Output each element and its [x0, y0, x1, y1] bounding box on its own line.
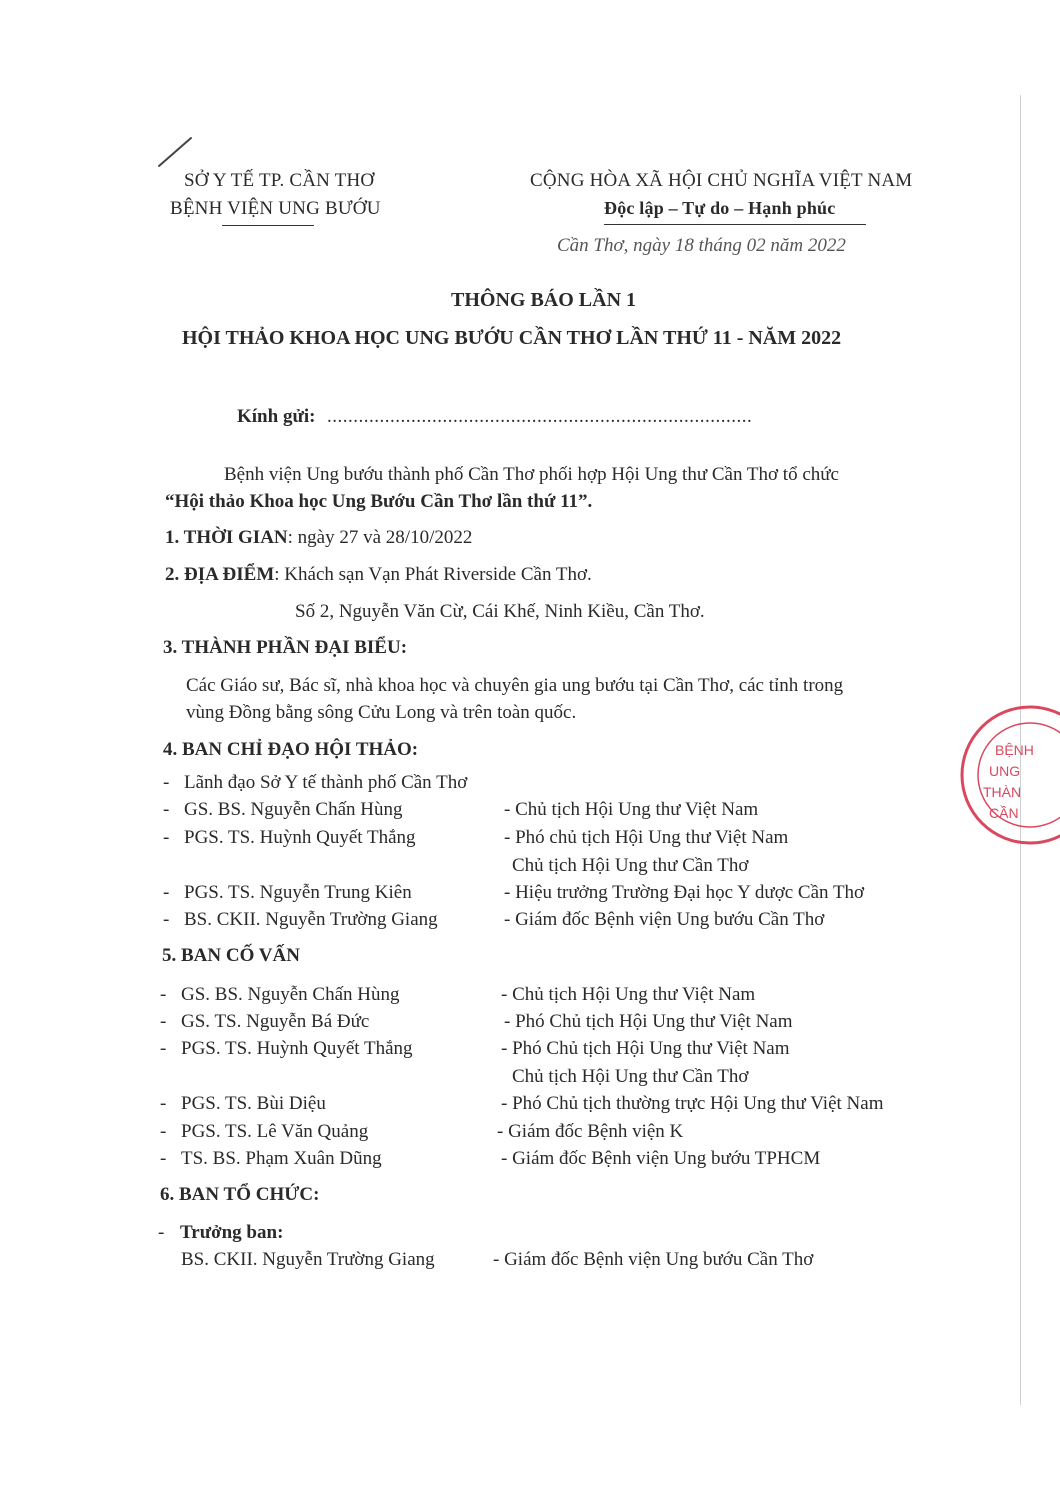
intro-line-1: Bệnh viện Ung bướu thành phố Cần Thơ phối hợp Hội Ung thư Cần Thơ tổ chức	[224, 464, 839, 485]
seal-text-3: THÀN	[983, 784, 1022, 800]
advisor-name-2: GS. TS. Nguyễn Bá Đức	[181, 1011, 370, 1032]
advisor-name-3: PGS. TS. Huỳnh Quyết Thắng	[181, 1038, 413, 1059]
seal-text-4: CẦN	[989, 805, 1019, 821]
steering-role-4: - Giám đốc Bệnh viện Ung bướu Cần Thơ	[504, 909, 825, 930]
steering-name-1: GS. BS. Nguyễn Chấn Hùng	[184, 799, 403, 820]
list-dash: -	[163, 909, 170, 930]
seal-text-2: UNG	[989, 763, 1021, 779]
steering-role-2b: Chủ tịch Hội Ung thư Cần Thơ	[512, 855, 749, 876]
hospital-underline	[222, 225, 314, 226]
list-dash: -	[163, 882, 170, 903]
steering-role-1: - Chủ tịch Hội Ung thư Việt Nam	[504, 799, 759, 820]
steering-name-2: PGS. TS. Huỳnh Quyết Thắng	[184, 827, 416, 848]
list-dash: -	[158, 1222, 165, 1243]
section-time-label: 1. THỜI GIAN	[165, 527, 288, 548]
section-attendees-label: 3. THÀNH PHẦN ĐẠI BIỂU:	[163, 637, 408, 658]
section-steering-label: 4. BAN CHỈ ĐẠO HỘI THẢO:	[163, 739, 419, 760]
motto: Độc lập – Tự do – Hạnh phúc	[604, 198, 836, 218]
section-time-value: : ngày 27 và 28/10/2022	[287, 527, 473, 548]
advisor-role-3b: Chủ tịch Hội Ung thư Cần Thơ	[512, 1066, 749, 1087]
section-organizing-label: 6. BAN TỔ CHỨC:	[160, 1184, 320, 1205]
official-seal	[945, 700, 1060, 850]
advisor-role-1: - Chủ tịch Hội Ung thư Việt Nam	[501, 984, 756, 1005]
list-dash: -	[160, 1148, 167, 1169]
steering-name-0: Lãnh đạo Sở Y tế thành phố Cần Thơ	[184, 772, 468, 793]
advisor-role-4: - Phó Chủ tịch thường trực Hội Ung thư Việt Nam	[501, 1093, 884, 1114]
section-venue-label: 2. ĐỊA ĐIỂM	[165, 564, 275, 585]
conference-title: HỘI THẢO KHOA HỌC UNG BƯỚU CẦN THƠ LẦN THỨ 11 - NĂM 2022	[182, 327, 842, 349]
section-venue-value: : Khách sạn Vạn Phát Riverside Cần Thơ.	[274, 564, 592, 585]
advisor-name-5: PGS. TS. Lê Văn Quảng	[181, 1121, 369, 1142]
section-venue	[165, 564, 592, 586]
advisor-name-1: GS. BS. Nguyễn Chấn Hùng	[181, 984, 400, 1005]
advisor-role-5: - Giám đốc Bệnh viện K	[497, 1121, 684, 1142]
attendees-line-2: vùng Đồng bằng sông Cửu Long và trên toàn quốc.	[186, 702, 577, 723]
agency-name: SỞ Y TẾ TP. CẦN THƠ	[184, 170, 375, 191]
attendees-line-1: Các Giáo sư, Bác sĩ, nhà khoa học và chuyên gia ung bướu tại Cần Thơ, các tỉnh trong	[186, 675, 844, 696]
venue-address: Số 2, Nguyễn Văn Cừ, Cái Khế, Ninh Kiều, Cần Thơ.	[295, 601, 705, 622]
advisor-role-3: - Phó Chủ tịch Hội Ung thư Việt Nam	[501, 1038, 790, 1059]
seal-text-1: BỆNH	[995, 742, 1034, 758]
list-dash: -	[160, 1121, 167, 1142]
advisor-name-4: PGS. TS. Bùi Diệu	[181, 1093, 326, 1114]
motto-underline	[604, 224, 866, 225]
nation-name: CỘNG HÒA XÃ HỘI CHỦ NGHĨA VIỆT NAM	[530, 170, 913, 191]
list-dash: -	[163, 827, 170, 848]
organizing-role-1: - Giám đốc Bệnh viện Ung bướu Cần Thơ	[493, 1249, 814, 1270]
intro-line-2: “Hội thảo Khoa học Ung Bướu Cần Thơ lần thứ 11”.	[165, 491, 593, 512]
list-dash: -	[160, 1038, 167, 1059]
steering-name-3: PGS. TS. Nguyễn Trung Kiên	[184, 882, 412, 903]
section-advisory-label: 5. BAN CỐ VẤN	[162, 945, 300, 966]
list-dash: -	[160, 1093, 167, 1114]
list-dash: -	[163, 799, 170, 820]
hospital-name: BỆNH VIỆN UNG BƯỚU	[170, 198, 381, 219]
advisor-role-6: - Giám đốc Bệnh viện Ung bướu TPHCM	[501, 1148, 821, 1169]
organizing-head-label: Trưởng ban:	[180, 1222, 284, 1243]
steering-name-4: BS. CKII. Nguyễn Trường Giang	[184, 909, 438, 930]
list-dash: -	[160, 984, 167, 1005]
list-dash: -	[163, 772, 170, 793]
section-time	[165, 527, 472, 549]
notice-title: THÔNG BÁO LẦN 1	[451, 289, 637, 311]
advisor-name-6: TS. BS. Phạm Xuân Dũng	[181, 1148, 382, 1169]
list-dash: -	[160, 1011, 167, 1032]
advisor-role-2: - Phó Chủ tịch Hội Ung thư Việt Nam	[504, 1011, 793, 1032]
greeting-dots: .................................................................................	[327, 406, 753, 427]
steering-role-3: - Hiệu trưởng Trường Đại học Y dược Cần Thơ	[504, 882, 865, 903]
greeting-label: Kính gửi:	[237, 406, 316, 427]
date-line: Cần Thơ, ngày 18 tháng 02 năm 2022	[557, 235, 846, 256]
pen-mark-icon	[155, 135, 195, 170]
organizing-name-1: BS. CKII. Nguyễn Trường Giang	[181, 1249, 435, 1270]
steering-role-2: - Phó chủ tịch Hội Ung thư Việt Nam	[504, 827, 789, 848]
